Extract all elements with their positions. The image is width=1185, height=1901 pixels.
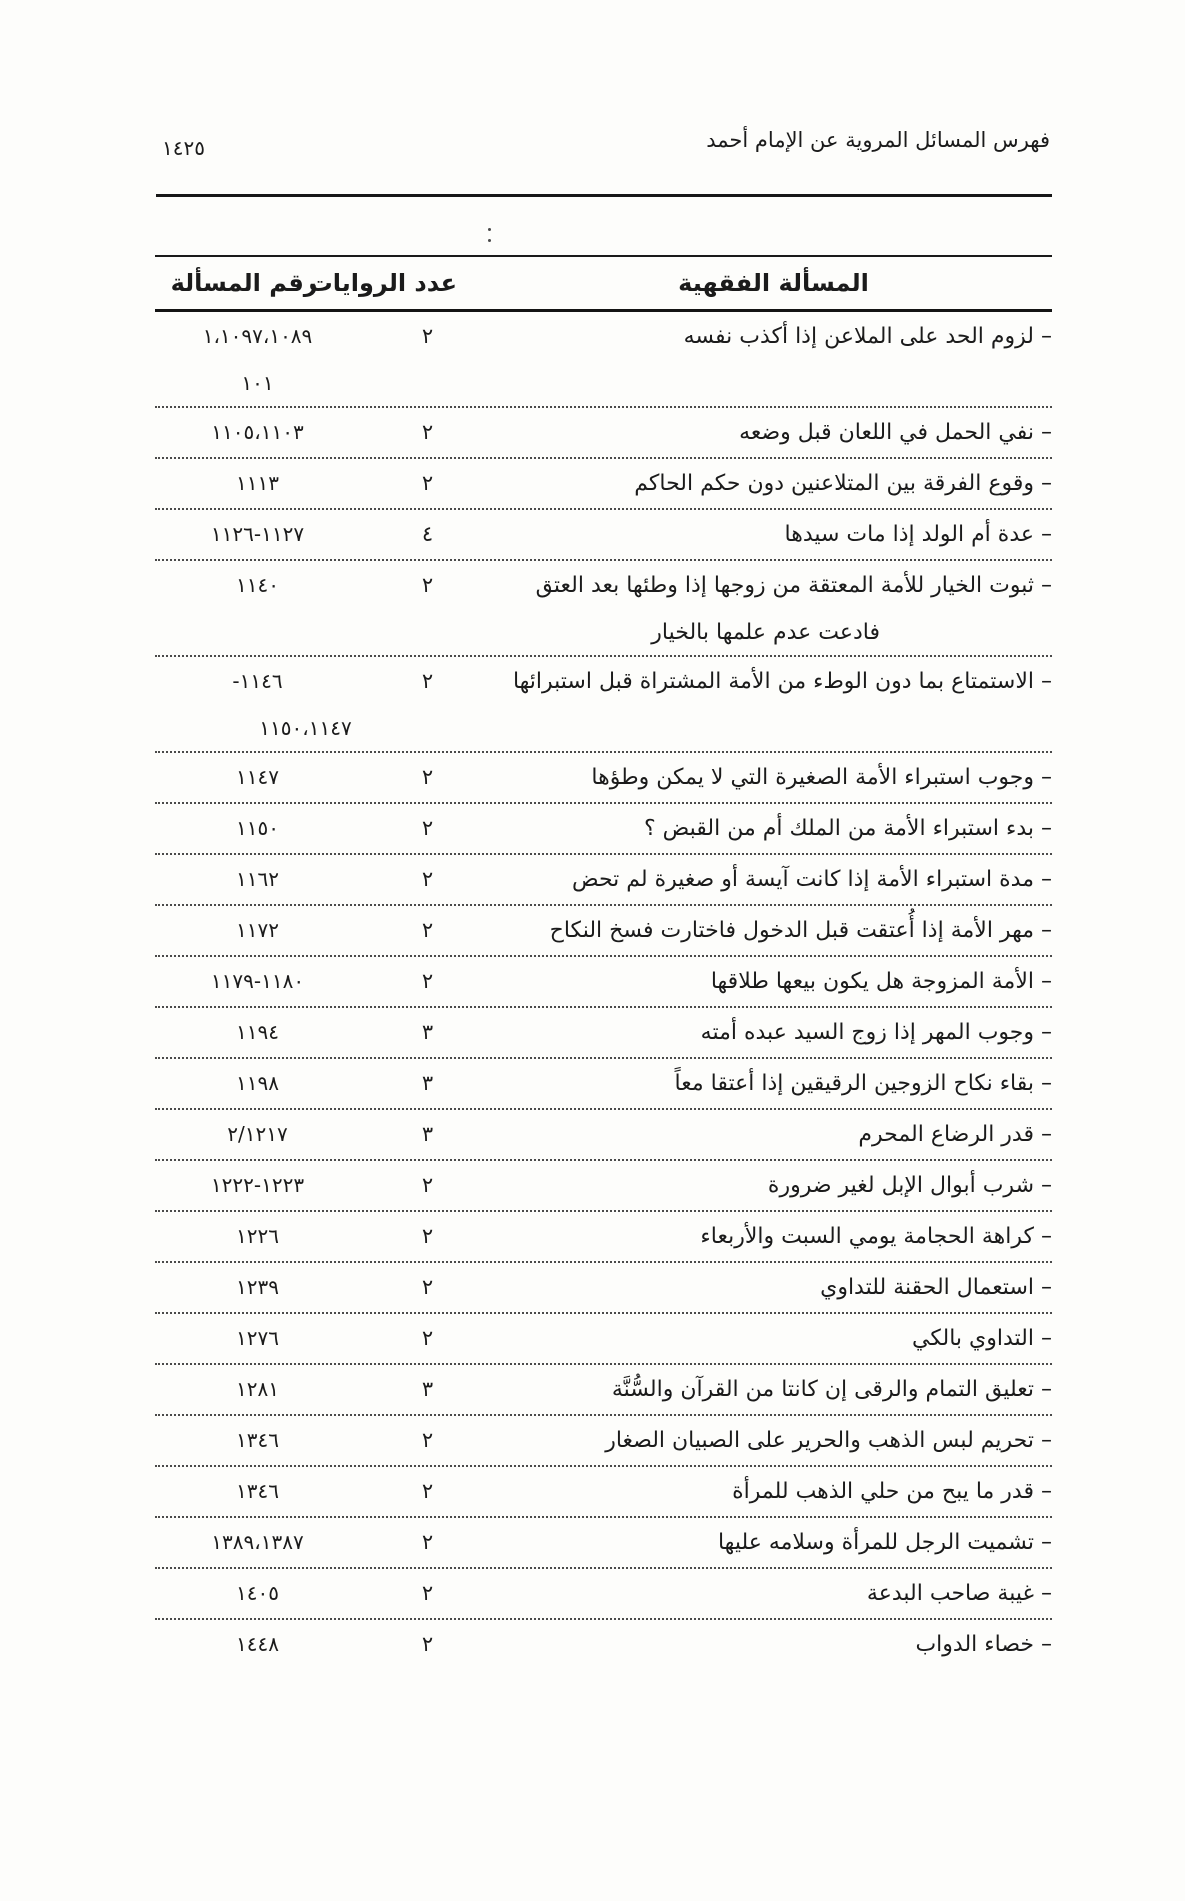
narrations-count: ٢: [421, 669, 434, 693]
page-number: ١٤٢٥: [162, 136, 205, 160]
narrations-count: ٢: [421, 471, 434, 495]
table-row: [155, 1416, 1052, 1467]
number-cell: [155, 408, 360, 457]
table-header-row: [155, 255, 1052, 312]
table-row: [155, 1365, 1052, 1416]
issue-text: – بقاء نكاح الزوجين الرقيقين إذا أعتقا معاً: [674, 1071, 1052, 1096]
number-cell: [155, 1416, 360, 1465]
number-cell: [155, 1620, 360, 1669]
issue-number: ١٣٤٦: [236, 1428, 279, 1452]
issue-text: – ثبوت الخيار للأمة المعتقة من زوجها إذا وطئها بعد العتق: [535, 573, 1052, 598]
narrations-cell: [360, 561, 495, 610]
issue-text: – نفي الحمل في اللعان قبل وضعه: [739, 420, 1052, 445]
narrations-count: ٤: [421, 522, 434, 546]
table-row: [155, 459, 1052, 510]
table-row: [155, 1110, 1052, 1161]
issue-number: ١١١٣: [236, 471, 279, 495]
issue-number: -١١٤٦: [232, 669, 283, 693]
number-cell: [155, 1110, 360, 1159]
issue-text: – كراهة الحجامة يومي السبت والأربعاء: [700, 1224, 1052, 1249]
narrations-cell: [360, 1314, 495, 1363]
column-header-issue: المسألة الفقهية: [678, 269, 869, 297]
number-cell: [155, 957, 360, 1006]
issue-cell: [495, 1059, 1052, 1108]
narrations-cell: [360, 855, 495, 904]
issue-cell: [495, 510, 1052, 559]
number-cell: [155, 1212, 360, 1261]
issue-cell: [495, 1365, 1052, 1414]
number-cell: [155, 1365, 360, 1414]
issue-number: ١١٤٠: [236, 573, 279, 597]
issue-number: ١١٦٢: [236, 867, 279, 891]
issue-cell: [495, 408, 1052, 457]
narrations-count: ٢: [421, 1326, 434, 1350]
number-cell: [155, 1263, 360, 1312]
table-row: [155, 855, 1052, 906]
issue-number: ١١٩٤: [236, 1020, 279, 1044]
table-row: [155, 1569, 1052, 1620]
table-row: [155, 1518, 1052, 1569]
table-row: [155, 804, 1052, 855]
issue-text-continued: فادعت عدم علمها بالخيار: [651, 620, 880, 645]
issue-cell: [495, 1212, 1052, 1261]
issue-cell: [495, 657, 1052, 706]
issue-cell: [495, 312, 1052, 361]
narrations-cell: [360, 1110, 495, 1159]
narrations-cell: [360, 1161, 495, 1210]
issue-number-continued: ١١٥٠،١١٤٧: [259, 716, 352, 740]
issue-text: – مدة استبراء الأمة إذا كانت آيسة أو صغيرة لم تحض: [572, 867, 1052, 892]
issue-cell: [495, 1161, 1052, 1210]
issue-text: – استعمال الحقنة للتداوي: [820, 1275, 1052, 1300]
column-header-narrations: عدد الروايات: [308, 269, 457, 297]
table-row: [155, 1263, 1052, 1314]
issue-cell: [495, 1263, 1052, 1312]
number-cell: [155, 753, 360, 802]
table-row: [155, 753, 1052, 804]
issue-number: ١٢٧٦: [236, 1326, 279, 1350]
narrations-count: ٢: [421, 1530, 434, 1554]
narrations-cell: [360, 1620, 495, 1669]
narrations-cell: [360, 753, 495, 802]
issue-text: – تعليق التمام والرقى إن كانتا من القرآن والسُّنَّة: [611, 1377, 1052, 1402]
issue-text: – الأمة المزوجة هل يكون بيعها طلاقها: [710, 969, 1052, 994]
narrations-cell: [360, 1263, 495, 1312]
narrations-cell: [360, 1059, 495, 1108]
number-cell: [155, 1314, 360, 1363]
issue-number: ١٤٤٨: [236, 1632, 279, 1656]
issue-cell: [495, 855, 1052, 904]
issue-number-continued: ١٠١: [241, 371, 274, 395]
issue-number: ١١٥٠: [236, 816, 279, 840]
narrations-cell: [360, 510, 495, 559]
number-cell: [155, 1161, 360, 1210]
issue-text: – قدر ما يبح من حلي الذهب للمرأة: [732, 1479, 1052, 1504]
table-row: [155, 312, 1052, 408]
issue-number: ١١٤٧: [236, 765, 279, 789]
issue-cell: [495, 1467, 1052, 1516]
narrations-cell: [360, 1212, 495, 1261]
table-row: [155, 510, 1052, 561]
number-cell: [155, 1569, 360, 1618]
table-row: [155, 657, 1052, 753]
narrations-count: ٢: [421, 969, 434, 993]
issue-text: – بدء استبراء الأمة من الملك أم من القبض ؟: [644, 816, 1052, 841]
issue-number: ١١٨٠-١١٧٩: [210, 969, 305, 993]
narrations-count: ٣: [421, 1122, 434, 1146]
narrations-cell: [360, 1518, 495, 1567]
issue-number: ١٢٣٩: [236, 1275, 279, 1299]
narrations-count: ٢: [421, 573, 434, 597]
table-row: [155, 1467, 1052, 1518]
issue-text: – خصاء الدواب: [915, 1632, 1052, 1657]
number-cell: [155, 459, 360, 508]
issue-cell: [495, 957, 1052, 1006]
issue-text: – مهر الأمة إذا أُعتقت قبل الدخول فاختارت فسخ النكاح: [549, 918, 1052, 943]
table-row: [155, 906, 1052, 957]
issue-number: ١١٩٨: [236, 1071, 279, 1095]
number-cell: [155, 906, 360, 955]
narrations-cell: [360, 957, 495, 1006]
issue-text: – وجوب استبراء الأمة الصغيرة التي لا يمكن وطؤها: [591, 765, 1052, 790]
narrations-cell: [360, 312, 495, 361]
issue-text: – تشميت الرجل للمرأة وسلامه عليها: [717, 1530, 1052, 1555]
narrations-count: ٢: [421, 765, 434, 789]
narrations-cell: [360, 657, 495, 706]
issue-cell: [495, 753, 1052, 802]
number-cell: [155, 804, 360, 853]
narrations-count: ٢: [421, 1173, 434, 1197]
narrations-count: ٢: [421, 1428, 434, 1452]
issue-cell: [495, 459, 1052, 508]
narrations-cell: [360, 1008, 495, 1057]
narrations-count: ٣: [421, 1377, 434, 1401]
index-table: [155, 255, 1052, 1669]
issue-number: ١٤٠٥: [236, 1581, 279, 1605]
issue-number: ١٣٨٩،١٣٨٧: [211, 1530, 304, 1554]
number-cell: [155, 561, 360, 610]
issue-number: ١٢٢٦: [236, 1224, 279, 1248]
narrations-count: ٢: [421, 918, 434, 942]
narrations-cell: [360, 1365, 495, 1414]
issue-text: – وقوع الفرقة بين المتلاعنين دون حكم الحاكم: [634, 471, 1052, 496]
narrations-cell: [360, 1416, 495, 1465]
issue-number: ١١٧٢: [236, 918, 279, 942]
header-rule: [156, 194, 1052, 197]
issue-text: – قدر الرضاع المحرم: [858, 1122, 1052, 1147]
issue-number: ١٢٨١: [236, 1377, 279, 1401]
narrations-count: ٢: [421, 1479, 434, 1503]
issue-cell: [495, 1008, 1052, 1057]
number-cell: [155, 1518, 360, 1567]
number-cell: [155, 510, 360, 559]
issue-number: ١٢٢٣-١٢٢٢: [210, 1173, 305, 1197]
narrations-count: ٢: [421, 816, 434, 840]
narrations-count: ٢: [421, 1581, 434, 1605]
issue-cell: [495, 1518, 1052, 1567]
table-row: [155, 1314, 1052, 1365]
issue-text: – تحريم لبس الذهب والحرير على الصبيان الصغار: [605, 1428, 1052, 1453]
issue-number: ٢/١٢١٧: [227, 1122, 288, 1146]
narrations-count: ٢: [421, 867, 434, 891]
issue-text: – وجوب المهر إذا زوج السيد عبده أمته: [700, 1020, 1052, 1045]
issue-number: ١١٢٧-١١٢٦: [210, 522, 305, 546]
table-row: [155, 408, 1052, 459]
narrations-cell: [360, 1569, 495, 1618]
issue-cell: [495, 1620, 1052, 1669]
issue-number: ١١٠٥،١١٠٣: [211, 420, 304, 444]
number-cell: [155, 657, 360, 751]
table-row: [155, 1620, 1052, 1669]
narrations-cell: [360, 459, 495, 508]
table-row: [155, 561, 1052, 657]
issue-text: – شرب أبوال الإبل لغير ضرورة: [767, 1173, 1052, 1198]
narrations-count: ٣: [421, 1020, 434, 1044]
issue-cell: [495, 1569, 1052, 1618]
column-header-number: رقم المسألة: [170, 269, 318, 297]
issue-cell: [495, 1416, 1052, 1465]
narrations-cell: [360, 906, 495, 955]
issue-text: – الاستمتاع بما دون الوطء من الأمة المشتراة قبل استبرائها: [512, 669, 1052, 694]
issue-text: – التداوي بالكي: [912, 1326, 1052, 1351]
number-cell: [155, 1059, 360, 1108]
issue-cell: [495, 804, 1052, 853]
table-row: [155, 957, 1052, 1008]
number-cell: [155, 1467, 360, 1516]
running-title: فهرس المسائل المروية عن الإمام أحمد: [706, 128, 1050, 152]
issue-cell: [495, 561, 1052, 655]
narrations-cell: [360, 408, 495, 457]
issue-cell: [495, 906, 1052, 955]
issue-number: ١٣٤٦: [236, 1479, 279, 1503]
issue-text: – لزوم الحد على الملاعن إذا أكذب نفسه: [683, 324, 1052, 349]
issue-text: – عدة أم الولد إذا مات سيدها: [784, 522, 1052, 547]
number-cell: [155, 1008, 360, 1057]
narrations-count: ٢: [421, 324, 434, 348]
table-row: [155, 1161, 1052, 1212]
table-row: [155, 1059, 1052, 1110]
scan-artifact: [488, 228, 491, 244]
narrations-count: ٣: [421, 1071, 434, 1095]
issue-number: ١،١٠٩٧،١٠٨٩: [202, 324, 313, 348]
table-row: [155, 1008, 1052, 1059]
number-cell: [155, 312, 360, 406]
issue-cell: [495, 1314, 1052, 1363]
issue-cell: [495, 1110, 1052, 1159]
narrations-count: ٢: [421, 420, 434, 444]
narrations-cell: [360, 804, 495, 853]
narrations-count: ٢: [421, 1224, 434, 1248]
number-cell: [155, 855, 360, 904]
table-row: [155, 1212, 1052, 1263]
narrations-count: ٢: [421, 1275, 434, 1299]
issue-text: – غيبة صاحب البدعة: [866, 1581, 1052, 1606]
narrations-cell: [360, 1467, 495, 1516]
narrations-count: ٢: [421, 1632, 434, 1656]
